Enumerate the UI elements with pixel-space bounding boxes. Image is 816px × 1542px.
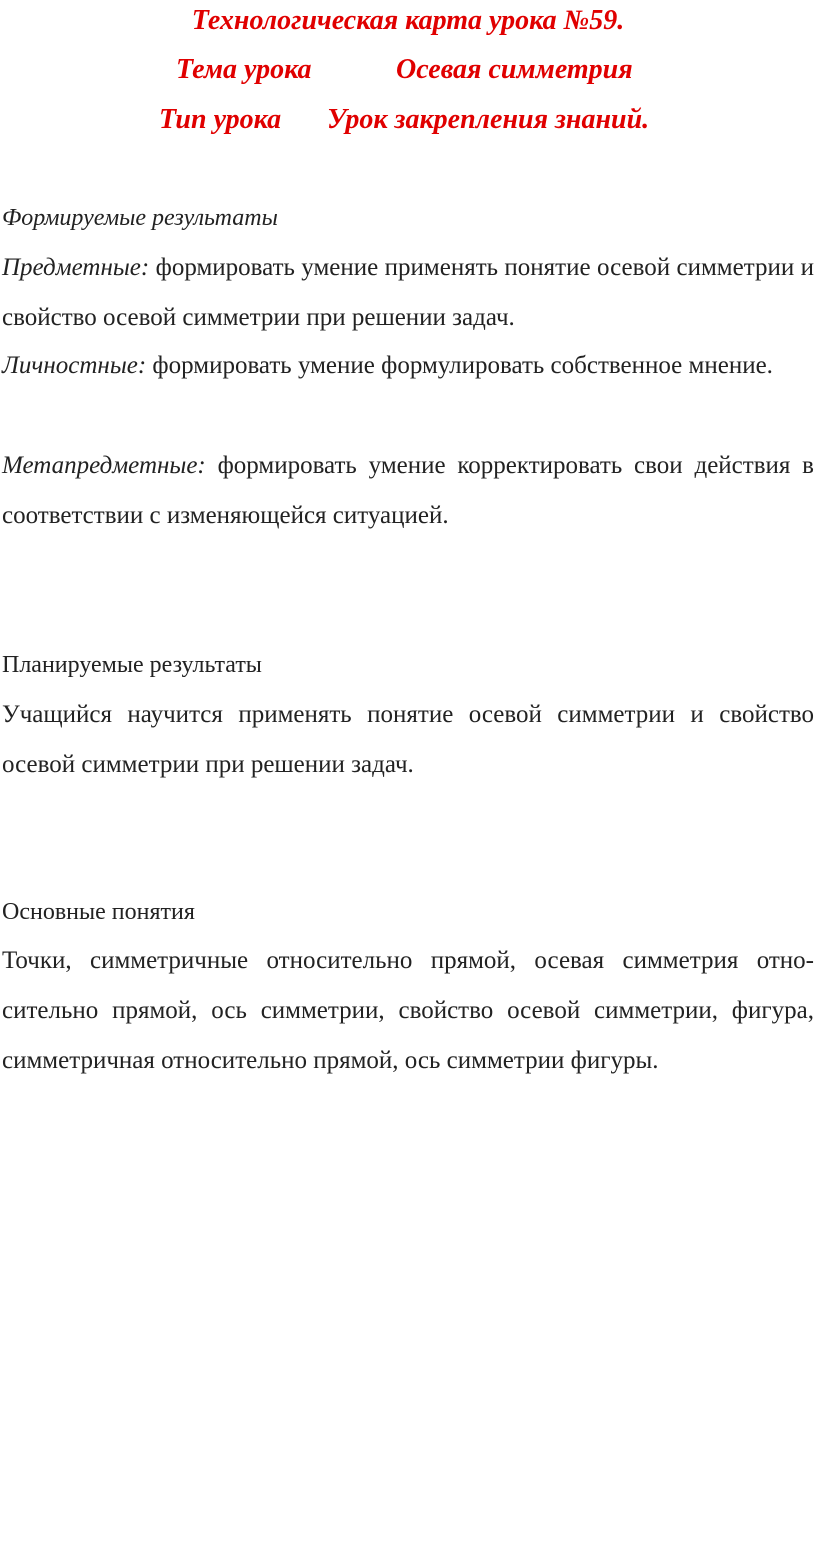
lesson-type-label: Тип урока: [159, 104, 282, 135]
key-concepts-text: Точки, симметричные относительно прямой, осевая симметрия относительно прямой, ось симметрии, свойство осевой симметрии, фигура, симметричная относительно прямой, ось симметрии фигуры.: [2, 947, 814, 1074]
lesson-title: Технологическая карта урока №59.: [191, 5, 625, 36]
topic-value: Осевая симметрия: [396, 54, 633, 85]
lesson-type-value: Урок закрепления знаний.: [327, 104, 650, 135]
personal-results-paragraph: [2, 341, 814, 391]
key-concepts-heading: Основные понятия: [2, 899, 195, 925]
planned-results-text: Учащийся научится применять понятие осевой симметрии и свойство осевой симметрии при решении задач.: [2, 701, 814, 778]
topic-label: Тема урока: [176, 54, 312, 85]
personal-results-label: Личностные:: [2, 352, 147, 379]
planned-results-heading: Планируемые результаты: [2, 652, 262, 678]
subject-results-label: Предметные:: [2, 254, 150, 281]
meta-results-text: формировать умение корректировать свои действия в соответствии с изменяющейся ситуацией.: [2, 452, 814, 529]
meta-results-label: Метапредметные:: [2, 452, 206, 479]
meta-results-paragraph: [2, 441, 814, 541]
subject-results-text: формировать умение применять понятие осевой симметрии и свойство осевой симметрии при решении задач.: [2, 254, 814, 331]
formed-results-heading: Формируемые результаты: [2, 205, 278, 231]
subject-results-paragraph: [2, 243, 814, 343]
personal-results-text: формировать умение формулировать собственное мнение.: [152, 352, 773, 379]
